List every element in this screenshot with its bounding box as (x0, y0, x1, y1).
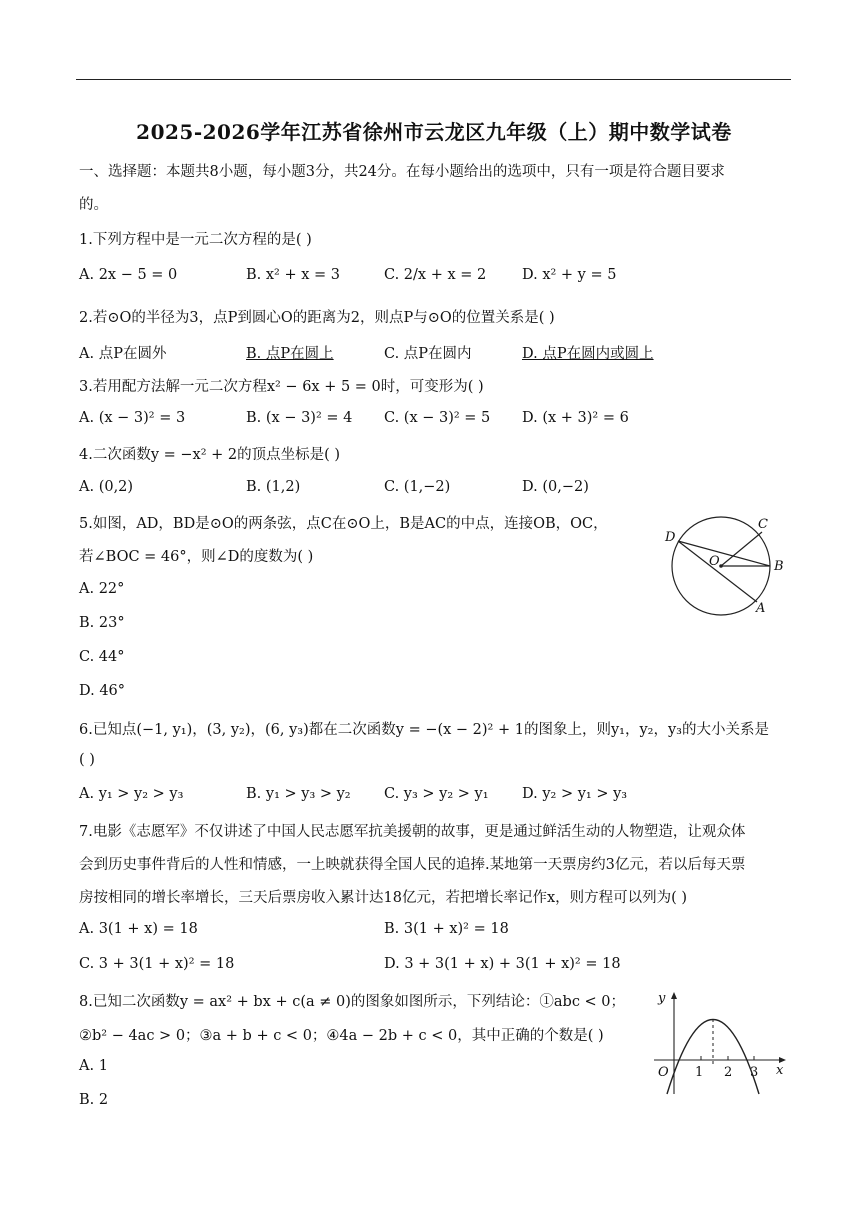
q1-option-a[interactable]: A. 2x − 5 = 0 (79, 267, 178, 283)
q7-stem-line2: 会到历史事件背后的人性和情感，一上映就获得全国人民的追捧.某地第一天票房约3亿元，若以后每天票 (79, 857, 746, 873)
q4-stem: 4.二次函数y = −x² + 2的顶点坐标是( ) (79, 447, 341, 463)
q7-option-d[interactable]: D. 3 + 3(1 + x) + 3(1 + x)² = 18 (384, 956, 621, 972)
label-origin: O (658, 1065, 669, 1080)
q6-stem-line2: ( ) (79, 752, 95, 768)
q7-option-a[interactable]: A. 3(1 + x) = 18 (79, 921, 198, 937)
q2-option-a[interactable]: A. 点P在圆外 (79, 346, 167, 362)
q2-option-d[interactable]: D. 点P在圆内或圆上 (522, 346, 654, 362)
header-rule (76, 79, 791, 80)
q8-option-a[interactable]: A. 1 (79, 1058, 108, 1074)
label-y: y (658, 991, 666, 1006)
q5-option-d[interactable]: D. 46° (79, 683, 126, 699)
q3-stem: 3.若用配方法解一元二次方程x² − 6x + 5 = 0时，可变形为( ) (79, 379, 484, 395)
tick-label-2: 2 (724, 1065, 733, 1080)
q6-option-a[interactable]: A. y₁ > y₂ > y₃ (79, 786, 184, 802)
y-axis-arrow-icon (671, 992, 677, 999)
label-a: A (756, 601, 766, 616)
q4-option-a[interactable]: A. (0,2) (79, 479, 134, 495)
label-o: O (709, 554, 720, 569)
q7-option-b[interactable]: B. 3(1 + x)² = 18 (384, 921, 509, 937)
q8-stem-line1: 8.已知二次函数y = ax² + bx + c(a ≠ 0)的图象如图所示，下列结论：①abc < 0； (79, 994, 626, 1010)
q6-option-c[interactable]: C. y₃ > y₂ > y₁ (384, 786, 489, 802)
q1-option-b[interactable]: B. x² + x = 3 (246, 267, 341, 283)
q5-stem-line1: 5.如图，AD，BD是⊙O的两条弦，点C在⊙O上，B是AC的中点，连接OB，OC， (79, 516, 608, 532)
segment-oc (721, 532, 762, 566)
q7-option-c[interactable]: C. 3 + 3(1 + x)² = 18 (79, 956, 235, 972)
q3-option-a[interactable]: A. (x − 3)² = 3 (79, 410, 186, 426)
q4-option-b[interactable]: B. (1,2) (246, 479, 301, 495)
q4-option-c[interactable]: C. (1,−2) (384, 479, 451, 495)
section-instructions: 一、选择题：本题共8小题，每小题3分，共24分。在每小题给出的选项中，只有一项是符合题目要求 (79, 164, 725, 180)
q3-option-d[interactable]: D. (x + 3)² = 6 (522, 410, 629, 426)
q5-option-c[interactable]: C. 44° (79, 649, 125, 665)
q2-option-c[interactable]: C. 点P在圆内 (384, 346, 472, 362)
q1-stem: 1.下列方程中是一元二次方程的是( ) (79, 232, 312, 248)
label-x: x (776, 1063, 784, 1078)
label-d: D (665, 530, 676, 545)
q6-option-d[interactable]: D. y₂ > y₁ > y₃ (522, 786, 628, 802)
q4-option-d[interactable]: D. (0,−2) (522, 479, 589, 495)
q6-option-b[interactable]: B. y₁ > y₃ > y₂ (246, 786, 351, 802)
q3-option-c[interactable]: C. (x − 3)² = 5 (384, 410, 491, 426)
q3-option-b[interactable]: B. (x − 3)² = 4 (246, 410, 353, 426)
q8-parabola-figure (648, 984, 790, 1102)
q8-option-b[interactable]: B. 2 (79, 1092, 109, 1108)
label-b: B (774, 559, 784, 574)
q5-option-a[interactable]: A. 22° (79, 581, 125, 597)
q1-option-c[interactable]: C. 2/x + x = 2 (384, 267, 487, 283)
q2-stem: 2.若⊙O的半径为3，点P到圆心O的距离为2，则点P与⊙O的位置关系是( ) (79, 310, 555, 326)
tick-label-3: 3 (750, 1065, 759, 1080)
q6-stem-line1: 6.已知点(−1, y₁)，(3, y₂)，(6, y₃)都在二次函数y = −(x − 2)² + 1的图象上，则y₁，y₂，y₃的大小关系是 (79, 722, 769, 738)
tick-label-1: 1 (695, 1065, 704, 1080)
q5-option-b[interactable]: B. 23° (79, 615, 125, 631)
q8-stem-line2: ②b² − 4ac > 0；③a + b + c < 0；④4a − 2b + c < 0，其中正确的个数是( ) (79, 1028, 604, 1044)
section-instructions-cont: 的。 (79, 197, 108, 213)
page-title: 2025-2026学年江苏省徐州市云龙区九年级（上）期中数学试卷 (136, 120, 732, 144)
q5-stem-line2: 若∠BOC = 46°，则∠D的度数为( ) (79, 549, 314, 565)
q7-stem-line1: 7.电影《志愿军》不仅讲述了中国人民志愿军抗美援朝的故事，更是通过鲜活生动的人物塑造，让观众体 (79, 824, 746, 840)
label-c: C (758, 517, 768, 532)
q2-option-b[interactable]: B. 点P在圆上 (246, 346, 334, 362)
chord-db (678, 541, 770, 566)
q7-stem-line3: 房按相同的增长率增长，三天后票房收入累计达18亿元，若把增长率记作x，则方程可以列为( ) (79, 890, 688, 906)
q1-option-d[interactable]: D. x² + y = 5 (522, 267, 617, 283)
center-point (719, 564, 723, 568)
chord-da (678, 541, 757, 602)
q5-circle-figure (660, 508, 790, 626)
